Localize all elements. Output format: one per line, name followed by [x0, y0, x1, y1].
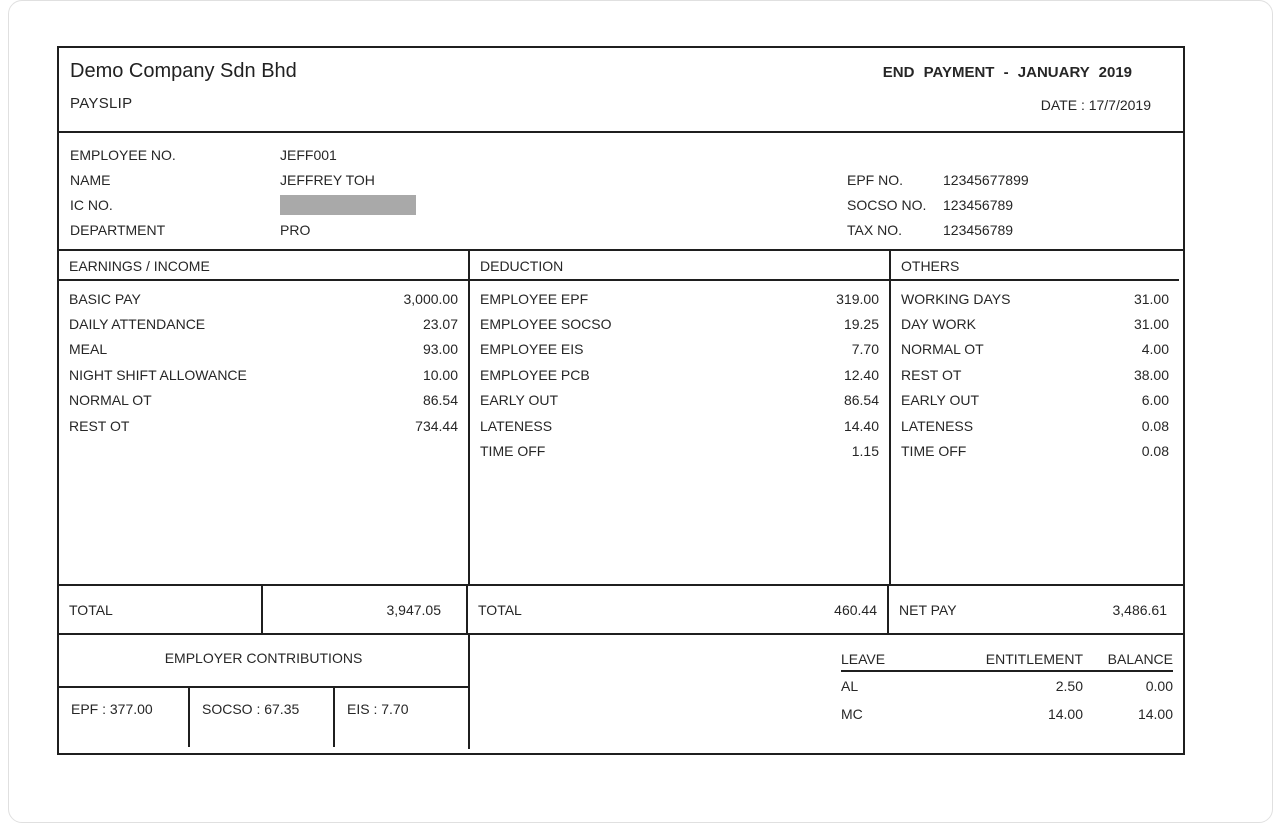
- leave-balance: 0.00: [1145, 678, 1173, 694]
- socso-no-value: 123456789: [943, 196, 1014, 213]
- deduction-amount: 19.25: [843, 316, 879, 333]
- deduction-amount: 14.40: [843, 417, 879, 434]
- employee-info-section: [59, 133, 1183, 251]
- earnings-column-title: EARNINGS / INCOME: [59, 251, 468, 281]
- earning-label: DAILY ATTENDANCE: [69, 316, 206, 333]
- deduction-rows: [470, 281, 889, 464]
- leave-header-type: LEAVE: [841, 651, 886, 667]
- employee-name-label: NAME: [70, 171, 111, 188]
- employer-contributions-title: EMPLOYER CONTRIBUTIONS: [59, 635, 468, 688]
- epf-no-row: [847, 167, 1029, 192]
- bottom-section: [59, 635, 1183, 749]
- deduction-amount: 7.70: [851, 341, 879, 358]
- employer-eis-cell: EIS : 7.70: [347, 701, 409, 717]
- others-amount: 0.08: [1141, 417, 1169, 434]
- leave-row-mc: [841, 700, 1173, 728]
- tax-no-row: [847, 217, 1029, 242]
- earnings-total-label: TOTAL: [59, 586, 263, 633]
- earning-amount: 3,000.00: [403, 290, 458, 307]
- others-row: [891, 413, 1179, 438]
- earning-amount: 23.07: [422, 316, 458, 333]
- employee-no-row: [59, 142, 1183, 167]
- employer-contributions-box: [59, 635, 470, 749]
- earning-label: NIGHT SHIFT ALLOWANCE: [69, 366, 247, 383]
- earnings-column: [59, 251, 470, 584]
- leave-type: MC: [841, 706, 863, 722]
- earnings-total-value: 3,947.05: [263, 586, 468, 633]
- tax-no-value: 123456789: [943, 221, 1014, 238]
- deduction-column: [470, 251, 891, 584]
- deduction-row: [470, 337, 889, 362]
- epf-no-value: 12345677899: [943, 171, 1029, 188]
- deduction-label: TIME OFF: [480, 443, 546, 460]
- deduction-row: [470, 388, 889, 413]
- epf-no-label: EPF NO.: [847, 171, 904, 188]
- leave-entitlement: 14.00: [1047, 706, 1083, 722]
- others-label: LATENESS: [901, 417, 974, 434]
- earning-label: MEAL: [69, 341, 108, 358]
- payslip-date: DATE : 17/7/2019: [1040, 97, 1151, 113]
- others-label: TIME OFF: [901, 443, 967, 460]
- net-pay-cell: [889, 586, 1177, 633]
- deduction-total-value: 460.44: [834, 601, 877, 618]
- earnings-row: [59, 337, 468, 362]
- deduction-row: [470, 438, 889, 463]
- earnings-row: [59, 413, 468, 438]
- deduction-row: [470, 286, 889, 311]
- employee-no-value: JEFF001: [280, 146, 337, 163]
- employee-department-label: DEPARTMENT: [70, 221, 166, 238]
- leave-type: AL: [841, 678, 859, 694]
- others-label: NORMAL OT: [901, 341, 984, 358]
- earning-label: NORMAL OT: [69, 392, 152, 409]
- deduction-amount: 319.00: [836, 290, 879, 307]
- ic-redacted-value: [280, 195, 416, 215]
- deduction-amount: 86.54: [843, 392, 879, 409]
- deduction-row: [470, 413, 889, 438]
- totals-row: [59, 586, 1183, 635]
- employee-department-value: PRO: [280, 221, 311, 238]
- leave-table: [841, 648, 1173, 728]
- earnings-row: [59, 388, 468, 413]
- others-amount: 6.00: [1141, 392, 1169, 409]
- net-pay-value: 3,486.61: [1112, 601, 1167, 618]
- employee-no-label: EMPLOYEE NO.: [70, 146, 176, 163]
- leave-table-header: [841, 648, 1173, 672]
- others-label: REST OT: [901, 366, 962, 383]
- earnings-row: [59, 286, 468, 311]
- deduction-column-title: DEDUCTION: [470, 251, 889, 281]
- deduction-row: [470, 362, 889, 387]
- deduction-row: [470, 311, 889, 336]
- earnings-row: [59, 362, 468, 387]
- others-label: WORKING DAYS: [901, 290, 1011, 307]
- others-row: [891, 438, 1179, 463]
- leave-balance: 14.00: [1137, 706, 1173, 722]
- earning-label: BASIC PAY: [69, 290, 141, 307]
- deduction-label: EMPLOYEE EPF: [480, 290, 589, 307]
- payslip-document: [57, 46, 1185, 755]
- others-amount: 31.00: [1133, 290, 1169, 307]
- others-row: [891, 311, 1179, 336]
- amounts-section: [59, 251, 1183, 586]
- others-amount: 31.00: [1133, 316, 1169, 333]
- deduction-label: EMPLOYEE EIS: [480, 341, 584, 358]
- others-amount: 0.08: [1141, 443, 1169, 460]
- others-row: [891, 362, 1179, 387]
- earnings-rows: [59, 281, 468, 438]
- others-amount: 38.00: [1133, 366, 1169, 383]
- socso-no-row: [847, 192, 1029, 217]
- document-type-label: PAYSLIP: [70, 95, 133, 112]
- others-row: [891, 337, 1179, 362]
- others-rows: [891, 281, 1179, 464]
- payslip-header: [59, 48, 1183, 133]
- payment-period-title: END PAYMENT - JANUARY 2019: [882, 64, 1132, 81]
- leave-area: [470, 635, 1183, 749]
- deduction-label: EARLY OUT: [480, 392, 559, 409]
- statutory-numbers-block: [847, 167, 1029, 242]
- deduction-amount: 12.40: [843, 366, 879, 383]
- leave-row-al: [841, 672, 1173, 700]
- others-row: [891, 286, 1179, 311]
- others-row: [891, 388, 1179, 413]
- deduction-label: LATENESS: [480, 417, 553, 434]
- deduction-total-label: TOTAL: [478, 601, 522, 618]
- net-pay-label: NET PAY: [899, 601, 957, 618]
- deduction-amount: 1.15: [851, 443, 879, 460]
- others-label: DAY WORK: [901, 316, 976, 333]
- leave-entitlement: 2.50: [1055, 678, 1083, 694]
- earning-amount: 86.54: [422, 392, 458, 409]
- earning-label: REST OT: [69, 417, 130, 434]
- employer-epf-cell: EPF : 377.00: [59, 688, 190, 747]
- others-column: [891, 251, 1179, 584]
- employer-contributions-cells: [59, 688, 468, 747]
- earning-amount: 10.00: [422, 366, 458, 383]
- others-column-title: OTHERS: [891, 251, 1179, 281]
- earnings-row: [59, 311, 468, 336]
- company-name: Demo Company Sdn Bhd: [70, 60, 297, 82]
- employee-name-value: JEFFREY TOH: [280, 171, 375, 188]
- deduction-label: EMPLOYEE PCB: [480, 366, 590, 383]
- others-label: EARLY OUT: [901, 392, 980, 409]
- leave-header-balance: BALANCE: [1107, 651, 1173, 667]
- employee-ic-label: IC NO.: [70, 196, 113, 213]
- earning-amount: 734.44: [415, 417, 458, 434]
- leave-header-entitlement: ENTITLEMENT: [985, 651, 1083, 667]
- earning-amount: 93.00: [422, 341, 458, 358]
- employer-socso-cell: SOCSO : 67.35: [190, 688, 335, 747]
- others-amount: 4.00: [1141, 341, 1169, 358]
- socso-no-label: SOCSO NO.: [847, 196, 927, 213]
- tax-no-label: TAX NO.: [847, 221, 902, 238]
- deduction-total-cell: [468, 586, 889, 633]
- deduction-label: EMPLOYEE SOCSO: [480, 316, 612, 333]
